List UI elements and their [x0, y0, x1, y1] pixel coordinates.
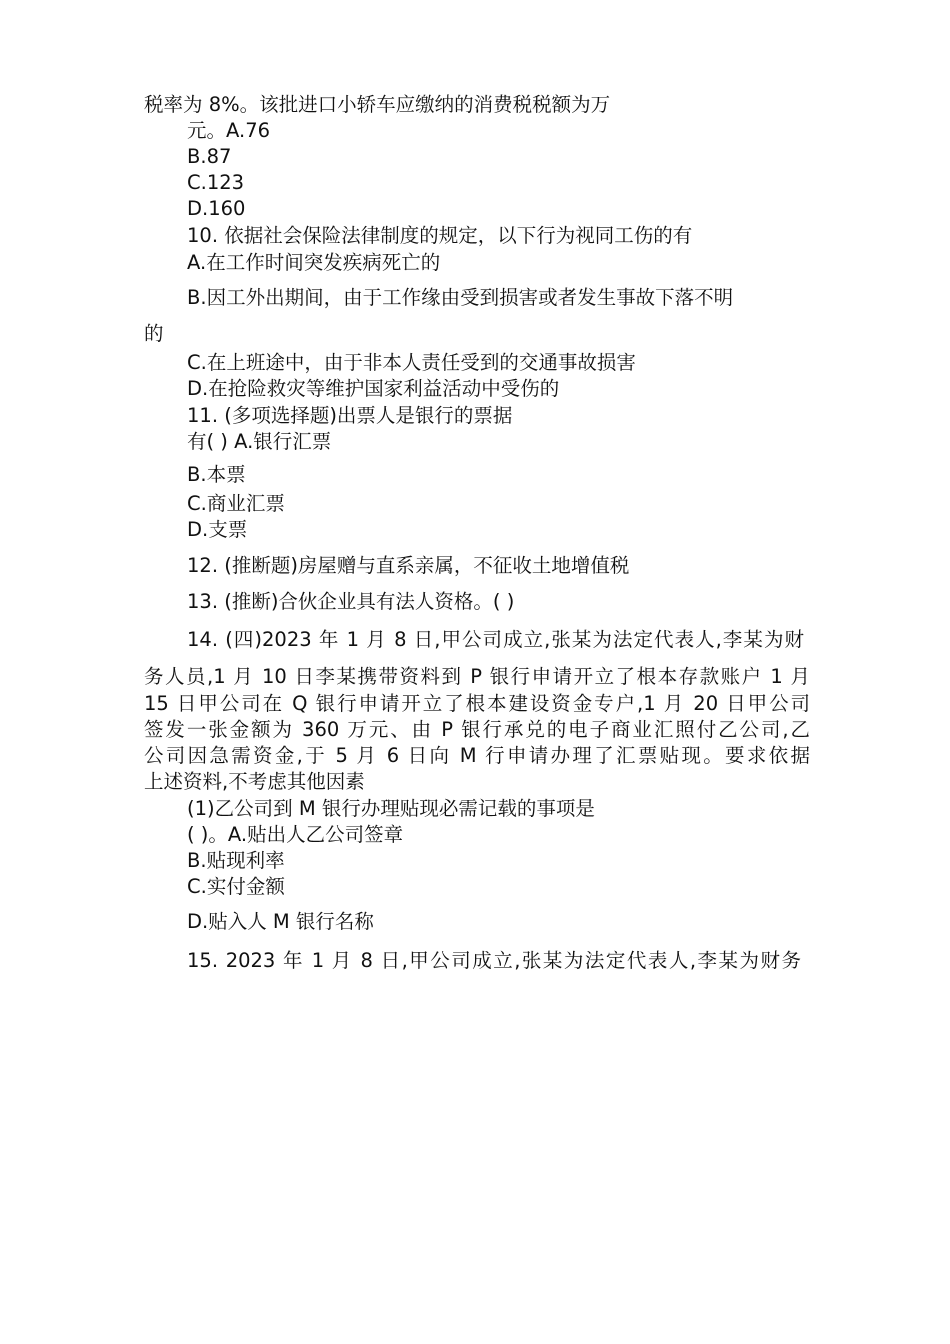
text-line: 签发一张金额为 360 万元、由 P 银行承兑的电子商业汇照付乙公司,乙 — [144, 718, 810, 741]
text-line: A.在工作时间突发疾病死亡的 — [187, 251, 441, 274]
text-line: 15 日甲公司在 Q 银行申请开立了根本建设资金专户,1 月 20 日甲公司 — [144, 692, 810, 715]
text-line: 元。A.76 — [187, 119, 271, 142]
text-line: (1)乙公司到 M 银行办理贴现必需记载的事项是 — [187, 797, 595, 820]
question-11: 11. (多项选择题)出票人是银行的票据 — [187, 404, 513, 427]
text-line: B.因工外出期间，由于工作缘由受到损害或者发生事故下落不明 — [187, 286, 734, 309]
text-line: D.贴入人 M 银行名称 — [187, 910, 374, 933]
text-line: B.本票 — [187, 463, 246, 486]
text-line: 上述资料,不考虑其他因素 — [144, 770, 365, 793]
text-line: C.123 — [187, 171, 245, 194]
question-12: 12. (推断题)房屋赠与直系亲属，不征收土地增值税 — [187, 554, 630, 577]
text-line: 的 — [144, 322, 164, 345]
text-line: C.实付金额 — [187, 875, 285, 898]
text-line: 公司因急需资金,于 5 月 6 日向 M 行申请办理了汇票贴现。要求依据 — [144, 744, 810, 767]
question-14: 14. (四)2023 年 1 月 8 日,甲公司成立,张某为法定代表人,李某为财 — [187, 628, 804, 651]
text-line: 税率为 8%。该批进口小轿车应缴纳的消费税税额为万 — [144, 93, 611, 116]
text-line: B.87 — [187, 145, 232, 168]
question-13: 13. (推断)合伙企业具有法人资格。( ) — [187, 590, 515, 613]
text-line: D.160 — [187, 197, 246, 220]
text-line: D.在抢险救灾等维护国家利益活动中受伤的 — [187, 377, 560, 400]
text-line: D.支票 — [187, 518, 248, 541]
text-line: ( )。A.贴出人乙公司签章 — [187, 823, 404, 846]
text-line: B.贴现利率 — [187, 849, 285, 872]
text-line: 务人员,1 月 10 日李某携带资料到 P 银行申请开立了根本存款账户 1 月 — [144, 665, 810, 688]
question-10: 10. 依据社会保险法律制度的规定，以下行为视同工伤的有 — [187, 224, 693, 247]
text-line: C.商业汇票 — [187, 492, 285, 515]
question-15: 15. 2023 年 1 月 8 日,甲公司成立,张某为法定代表人,李某为财务 — [187, 949, 801, 972]
text-line: C.在上班途中，由于非本人责任受到的交通事故损害 — [187, 351, 636, 374]
text-line: 有( ) A.银行汇票 — [187, 430, 332, 453]
